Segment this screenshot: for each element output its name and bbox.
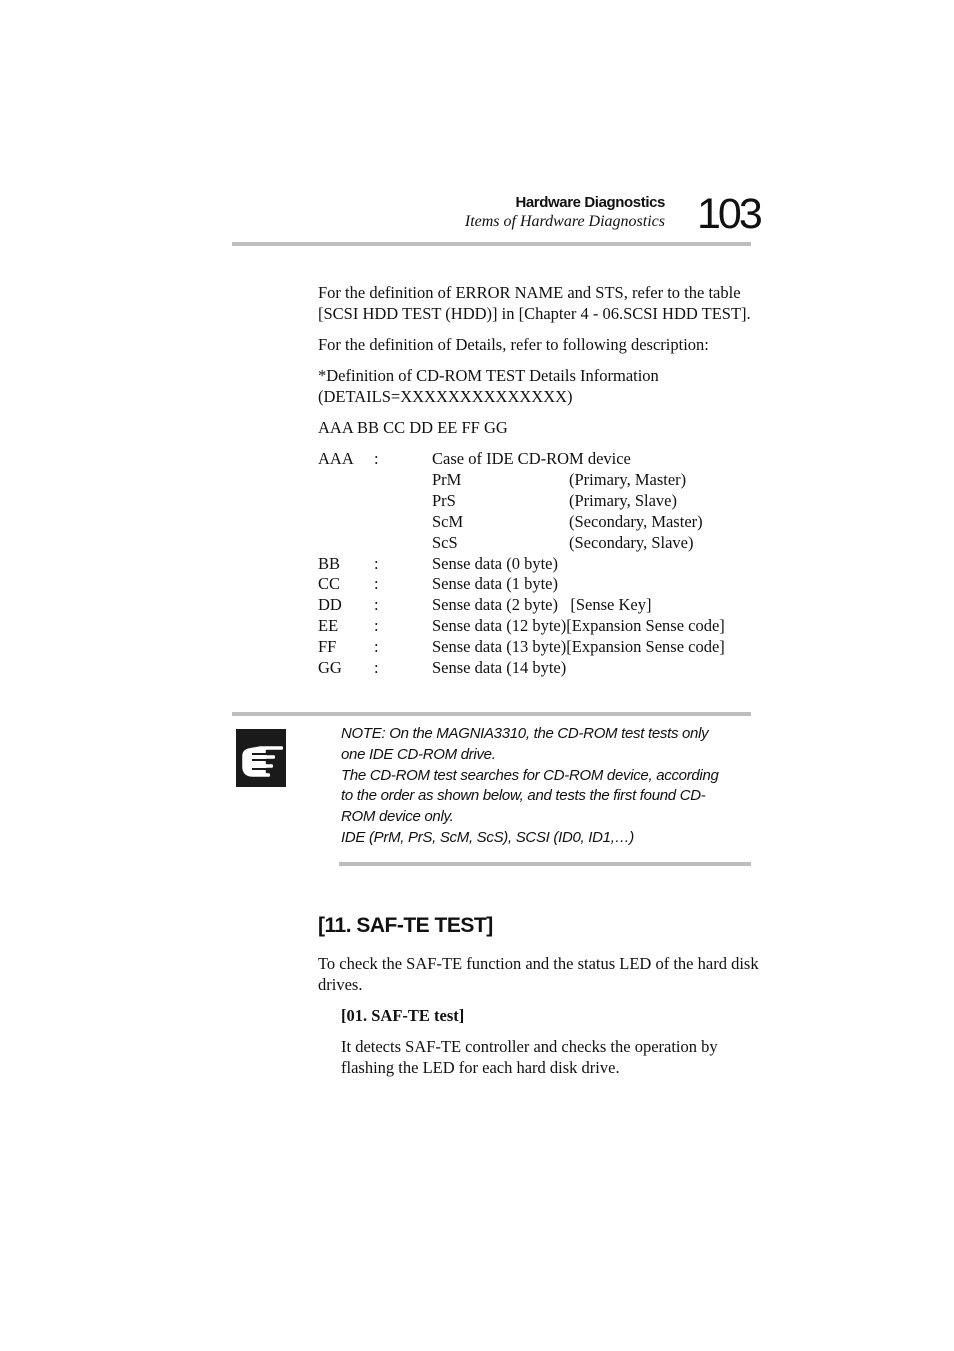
- section-paragraph-2: [341, 1036, 718, 1078]
- header-rule: [232, 242, 751, 246]
- device-meaning: (Secondary, Slave): [569, 533, 694, 552]
- details-key: DD: [318, 595, 342, 614]
- details-key: EE: [318, 616, 339, 635]
- details-sep-aaa: :: [374, 449, 379, 468]
- note-line: The CD-ROM test searches for CD-ROM device, according: [341, 766, 719, 784]
- section-p1-line-1: To check the SAF-TE function and the status LED of the hard disk: [318, 954, 759, 973]
- details-sep: :: [374, 658, 379, 677]
- note-bottom-rule: [339, 862, 751, 866]
- details-sep: :: [374, 554, 379, 573]
- device-meaning: (Secondary, Master): [569, 512, 703, 531]
- intro-paragraph-3: [318, 365, 659, 407]
- details-key-aaa: AAA: [318, 449, 354, 468]
- device-code: PrS: [432, 491, 456, 510]
- note-text: [341, 724, 719, 849]
- section-p2-line-2: flashing the LED for each hard disk drive.: [341, 1058, 620, 1077]
- details-key: CC: [318, 574, 341, 593]
- details-desc: Sense data (13 byte)[Expansion Sense code]: [432, 637, 725, 656]
- details-sep: :: [374, 637, 379, 656]
- details-key: FF: [318, 637, 337, 656]
- note-line: one IDE CD-ROM drive.: [341, 745, 496, 763]
- sub-heading: [01. SAF-TE test]: [341, 1006, 465, 1025]
- details-sep: :: [374, 595, 379, 614]
- section-paragraph-1: [318, 953, 759, 995]
- note-line: to the order as shown below, and tests the first found CD-: [341, 787, 706, 805]
- intro-paragraph-2: For the definition of Details, refer to following description:: [318, 335, 709, 354]
- details-desc: Sense data (0 byte): [432, 554, 558, 573]
- details-desc: Sense data (1 byte): [432, 574, 558, 593]
- details-key: GG: [318, 658, 342, 677]
- note-line: NOTE: On the MAGNIA3310, the CD-ROM test tests only: [341, 725, 709, 742]
- running-header-subtitle: Items of Hardware Diagnostics: [464, 213, 665, 230]
- device-code: PrM: [432, 470, 462, 489]
- section-p2-line-1: It detects SAF-TE controller and checks the operation by: [341, 1037, 718, 1056]
- page-number: 103: [697, 190, 760, 238]
- section-heading: [11. SAF-TE TEST]: [318, 914, 493, 937]
- device-code: ScS: [432, 533, 458, 552]
- intro-p1-line-1: For the definition of ERROR NAME and STS, refer to the table: [318, 283, 741, 302]
- details-desc-aaa: Case of IDE CD-ROM device: [432, 449, 631, 468]
- running-header-title: Hardware Diagnostics: [515, 194, 665, 211]
- note-top-rule: [232, 712, 751, 716]
- details-key: BB: [318, 554, 341, 573]
- section-p1-line-2: drives.: [318, 975, 363, 994]
- intro-p3-line-2: (DETAILS=XXXXXXXXXXXXXX): [318, 387, 573, 406]
- intro-p1-line-2: [SCSI HDD TEST (HDD)] in [Chapter 4 - 06.SCSI HDD TEST].: [318, 304, 751, 323]
- details-sep: :: [374, 616, 379, 635]
- intro-p3-line-1: *Definition of CD-ROM TEST Details Information: [318, 366, 659, 385]
- details-desc: Sense data (12 byte)[Expansion Sense code]: [432, 616, 725, 635]
- details-format: AAA BB CC DD EE FF GG: [318, 418, 508, 437]
- note-line: ROM device only.: [341, 808, 454, 826]
- details-sep: :: [374, 574, 379, 593]
- note-line: IDE (PrM, PrS, ScM, ScS), SCSI (ID0, ID1,…): [341, 828, 634, 846]
- device-meaning: (Primary, Slave): [569, 491, 677, 510]
- intro-paragraph-1: [318, 282, 751, 324]
- device-code: ScM: [432, 512, 464, 531]
- pointing-hand-icon: [236, 729, 286, 787]
- device-meaning: (Primary, Master): [569, 470, 687, 489]
- details-desc: Sense data (14 byte): [432, 658, 567, 677]
- details-desc: Sense data (2 byte) [Sense Key]: [432, 595, 652, 614]
